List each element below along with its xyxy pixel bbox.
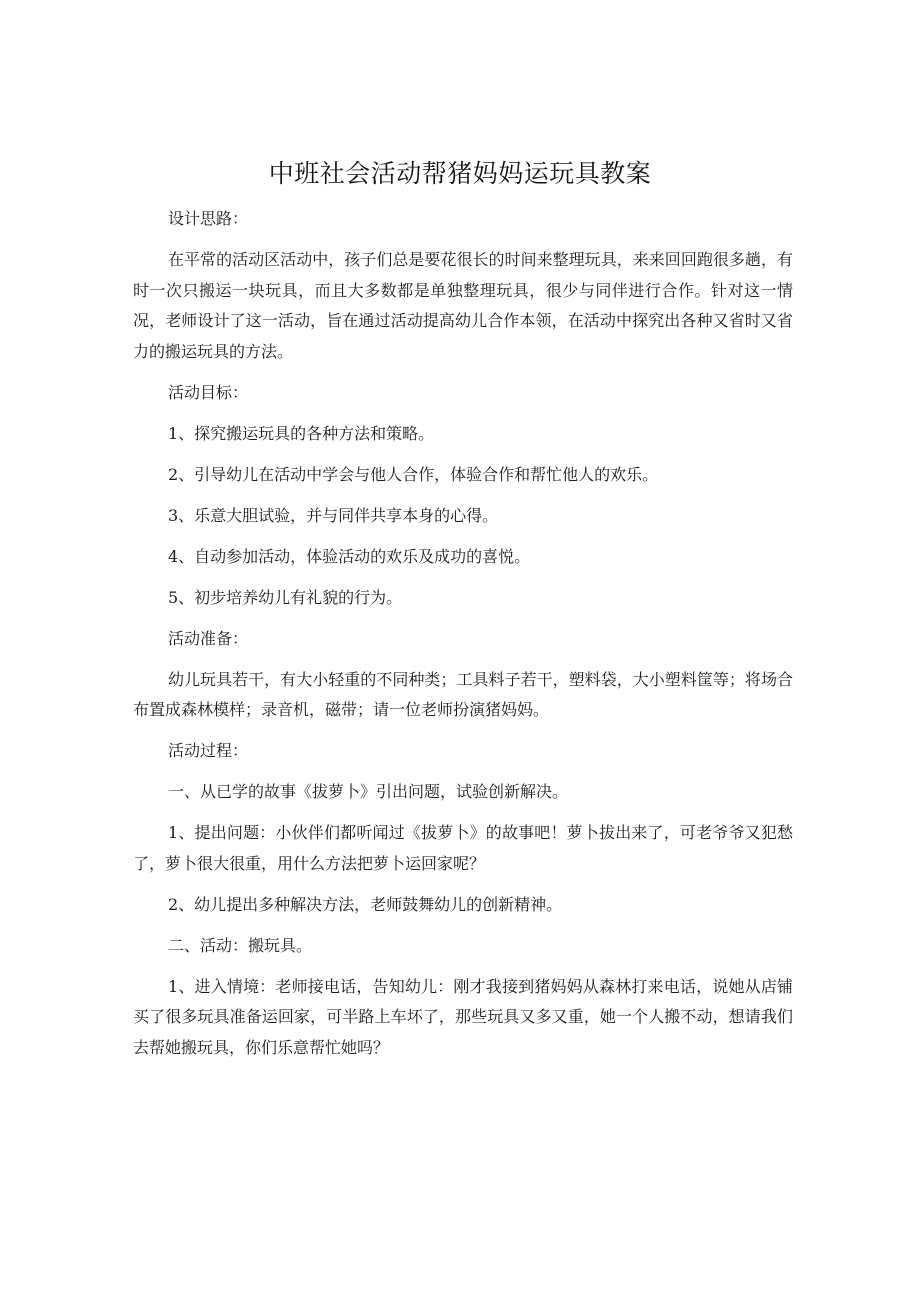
document-body (133, 204, 793, 1074)
goal-item-5: 5、初步培养幼儿有礼貌的行为。 (168, 587, 403, 607)
process-step-1-1: 1、提出问题：小伙伴们都听闻过《拔萝卜》的故事吧！萝卜拔出来了，可老爷爷又犯愁了，萝卜很大很重，用什么方法把萝卜运回家呢？ (133, 823, 793, 873)
goal-item-4: 4、自动参加活动，体验活动的欢乐及成功的喜悦。 (168, 546, 531, 566)
process-section-1: 一、从已学的故事《拔萝卜》引出问题，试验创新解决。 (168, 782, 569, 801)
paragraph-design-idea: 在平常的活动区活动中，孩子们总是要花很长的时间来整理玩具，来来回回跑很多趟，有时一次只搬运一块玩具，而且大多数都是单独整理玩具，很少与同伴进行合作。针对这一情况，老师设计了这一活动，旨在通过活动提高幼儿合作本领，在活动中探究出各种又省时又省力的搬运玩具的方法。 (133, 250, 793, 361)
paragraph-preparation: 幼儿玩具若干，有大小轻重的不同种类；工具料子若干，塑料袋，大小塑料筐等；将场合布置成森林模样；录音机，磁带；请一位老师扮演猪妈妈。 (133, 669, 793, 719)
document-title: 中班社会活动帮猪妈妈运玩具教案 (268, 159, 652, 188)
process-step-2-1: 1、进入情境：老师接电话，告知幼儿：刚才我接到猪妈妈从森林打来电话，说她从店铺买了很多玩具准备运回家，可半路上车坏了，那些玩具又多又重，她一个人搬不动，想请我们去帮她搬玩具，你们乐意帮忙她吗？ (133, 976, 793, 1057)
heading-design-idea: 设计思路： (168, 209, 249, 228)
process-step-1-2: 2、幼儿提出多种解决方法，老师鼓舞幼儿的创新精神。 (168, 894, 563, 914)
goal-item-3: 3、乐意大胆试验，并与同伴共享本身的心得。 (168, 505, 499, 525)
heading-activity-goals: 活动目标： (168, 382, 249, 402)
process-section-2: 二、活动：搬玩具。 (168, 935, 313, 955)
heading-activity-preparation: 活动准备： (168, 628, 249, 648)
heading-activity-process: 活动过程： (168, 741, 249, 760)
goal-item-1: 1、探究搬运玩具的各种方法和策略。 (168, 423, 435, 443)
goal-item-2: 2、引导幼儿在活动中学会与他人合作，体验合作和帮忙他人的欢乐。 (168, 464, 659, 484)
